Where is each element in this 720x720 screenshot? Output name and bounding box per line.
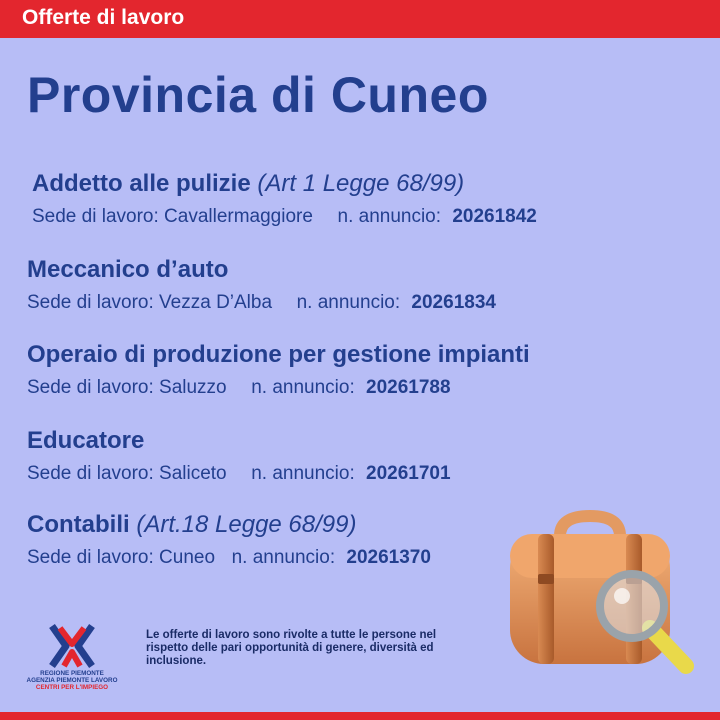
agency-logo — [22, 622, 122, 691]
annuncio-label: n. annuncio: — [296, 292, 401, 313]
job-details — [27, 292, 496, 314]
top-banner — [0, 0, 720, 38]
sede-label: Sede di lavoro: — [27, 463, 154, 484]
annuncio-number: 20261842 — [452, 206, 537, 227]
sede-label: Sede di lavoro: — [27, 292, 154, 313]
briefcase-magnifier-icon — [500, 508, 700, 686]
annuncio-label: n. annuncio: — [251, 463, 355, 484]
job-title: Educatore — [27, 427, 145, 454]
job-note: (Art.18 Legge 68/99) — [136, 511, 357, 538]
job-listing-2 — [27, 256, 496, 314]
job-details — [27, 547, 431, 569]
job-title: Meccanico d’auto — [27, 256, 229, 283]
job-listing-5 — [27, 511, 431, 569]
disclaimer-text: Le offerte di lavoro sono rivolte a tutte le persone nel rispetto delle pari opportunità di genere, diversità ed inclusione. — [146, 629, 437, 667]
job-title: Operaio di produzione per gestione impianti — [27, 341, 530, 368]
job-title: Addetto alle pulizie (Art 1 Legge 68/99) — [32, 170, 465, 197]
annuncio-label: n. annuncio: — [231, 547, 336, 568]
job-details — [32, 206, 537, 228]
job-title: Contabili (Art.18 Legge 68/99) — [27, 511, 357, 538]
sede-label: Sede di lavoro: — [27, 377, 154, 398]
job-listing-1 — [32, 170, 537, 228]
job-listing-4 — [27, 427, 451, 485]
agency-logo-text: REGIONE PIEMONTE AGENZIA PIEMONTE LAVORO CENTRI PER L'IMPIEGO — [26, 670, 118, 691]
sede-value: Saluzzo — [159, 377, 227, 398]
sede-value: Cuneo — [159, 547, 216, 568]
annuncio-number: 20261788 — [366, 377, 451, 398]
sede-value: Cavallermaggiore — [164, 206, 313, 227]
job-details — [27, 463, 451, 485]
annuncio-label: n. annuncio: — [337, 206, 442, 227]
banner-label: Offerte di lavoro — [22, 6, 185, 29]
job-note: (Art 1 Legge 68/99) — [257, 170, 465, 197]
sede-label: Sede di lavoro: — [27, 547, 154, 568]
job-listing-3 — [27, 341, 530, 399]
annuncio-label: n. annuncio: — [251, 377, 355, 398]
job-details — [27, 377, 530, 399]
page-title: Provincia di Cuneo — [27, 67, 489, 123]
bottom-bar — [0, 712, 720, 720]
agency-logo-icon — [22, 622, 122, 670]
annuncio-number: 20261370 — [346, 547, 431, 568]
sede-label: Sede di lavoro: — [32, 206, 159, 227]
sede-value: Saliceto — [159, 463, 227, 484]
annuncio-number: 20261701 — [366, 463, 451, 484]
annuncio-number: 20261834 — [411, 292, 496, 313]
sede-value: Vezza D’Alba — [159, 292, 273, 313]
